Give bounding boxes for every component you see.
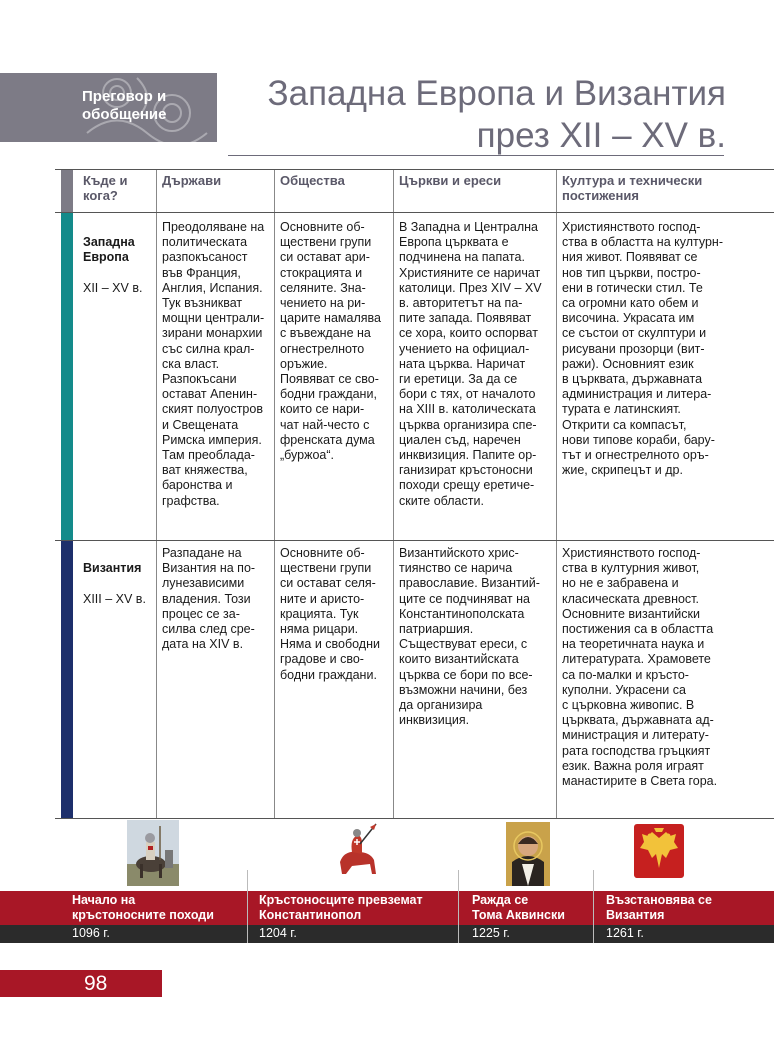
table-bottom-rule xyxy=(55,818,774,819)
cell-societies: Основните об- ществени групи си остават ари- стокрацията и селяните. Зна- чението на ри- царите намалява с въвеждане на огнестрелното оръжие. Появяват се сво- бодни граждани, които се нари- чат най-често с френската дума „буржоа“. xyxy=(280,220,381,463)
cell-churches: Византийското хрис- тиянство се нарича православие. Византий- ците се подчиняват на Константинополската патриаршия. Съществуват ереси, с които византийската църква се бори по все- възможни начини, без да организира инквизиция. xyxy=(399,546,540,728)
timeline-year: 1204 г. xyxy=(259,926,297,940)
column-header-where-when: Къде и кога? xyxy=(83,173,128,203)
row-period: XIII – XV в. xyxy=(83,591,146,606)
cell-states: Преодоляване на политическата разпокъсаност във Франция, Англия, Испания. Тук възникват мощни централи- зирани монархии със силна крал- ска власт. Разпокъсани остават Апенин- ският полуостров и Свещената Римска империя. Там преоблада- ват княжества, баронства и графства. xyxy=(162,220,265,508)
thomas-aquinas-portrait-icon xyxy=(506,822,550,886)
timeline-divider xyxy=(458,870,459,943)
column-divider xyxy=(274,170,275,818)
page-title: Западна Европа и Византия през XII – XV в. xyxy=(267,74,726,155)
west-europe-band xyxy=(61,213,73,540)
timeline-event: Кръстоносците превземат Константинопол xyxy=(259,893,423,922)
cell-culture: Християнството господ- ства в културния живот, но не е забравена и класическата древност. Основните византийски постижения са в областта на теоретичната наука и литературата. Храмовете са по-малки и кръсто- куполни. Украсени са с църковна живопис. В църквата, държавната ад- министрация и литерату- рата господства гръцкият език. Важна роля играят манастирите в Света гора. xyxy=(562,546,718,789)
crusader-knights-picture-icon xyxy=(127,820,179,886)
double-headed-eagle-emblem-icon xyxy=(634,824,684,878)
cell-churches: В Западна и Централна Европа църквата е подчинена на папата. Християните се наричат католици. През XIV – XV в. авторитетът на па- пите запада. Появяват се хора, които оспорват учението на официал- ната църква. Наричат ги еретици. За да се бори с тях, от началото на XIII в. католическата църква организира спе- циален съд, наречен инквизиция. Папите ор- ганизират кръстоносни походи срещу еретиче- ските области. xyxy=(399,220,542,508)
column-divider xyxy=(556,170,557,818)
header-separator xyxy=(55,212,774,213)
header-band xyxy=(61,170,73,212)
timeline-year: 1096 г. xyxy=(72,926,110,940)
timeline-event: Начало на кръстоносните походи xyxy=(72,893,214,922)
column-header-culture: Култура и технически постижения xyxy=(562,173,703,203)
byzantium-band xyxy=(61,541,73,818)
row-region: Западна Европа xyxy=(83,235,135,265)
title-divider xyxy=(228,155,724,156)
row-separator xyxy=(55,540,774,541)
page-number-bar xyxy=(0,970,162,997)
page-number: 98 xyxy=(84,972,108,995)
row-region: Византия xyxy=(83,561,142,576)
timeline-event: Възстановява се Византия xyxy=(606,893,712,922)
table-top-rule xyxy=(55,169,774,170)
row-label xyxy=(83,220,155,296)
row-period: XII – XV в. xyxy=(83,280,143,295)
column-header-churches: Църкви и ереси xyxy=(399,173,502,188)
timeline-year: 1261 г. xyxy=(606,926,644,940)
row-label xyxy=(83,546,155,607)
mounted-crusader-picture-icon xyxy=(332,822,384,878)
cell-culture: Християнството господ- ства в областта на културн- ния живот. Появяват се нов тип църкви, постро- ени в готически стил. Те са огромни като обем и височина. Украсата им се състои от скулптури и рисувани прозорци (вит- ражи). Основният език в църквата, държавната администрация и литера- турата е латинският. Открити са компасът, нови типове кораби, бару- тът и огнестрелното оръ- жие, скрипецът и др. xyxy=(562,220,723,478)
timeline-divider xyxy=(593,870,594,943)
section-label: Преговор и обобщение xyxy=(82,88,167,123)
column-divider xyxy=(156,170,157,818)
timeline-event: Ражда се Тома Аквински xyxy=(472,893,565,922)
timeline-year: 1225 г. xyxy=(472,926,510,940)
timeline-divider xyxy=(247,870,248,943)
column-header-states: Държави xyxy=(162,173,222,188)
column-header-societies: Общества xyxy=(280,173,345,188)
cell-states: Разпадане на Византия на по- лунезависими владения. Този процес се за- силва след сре- дата на XIV в. xyxy=(162,546,256,652)
timeline-years-bar xyxy=(0,925,774,943)
column-divider xyxy=(393,170,394,818)
cell-societies: Основните об- ществени групи си остават селя- ните и аристо- крацията. Тук няма рицари. Няма и свободни градове и сво- бодни граждани. xyxy=(280,546,380,682)
